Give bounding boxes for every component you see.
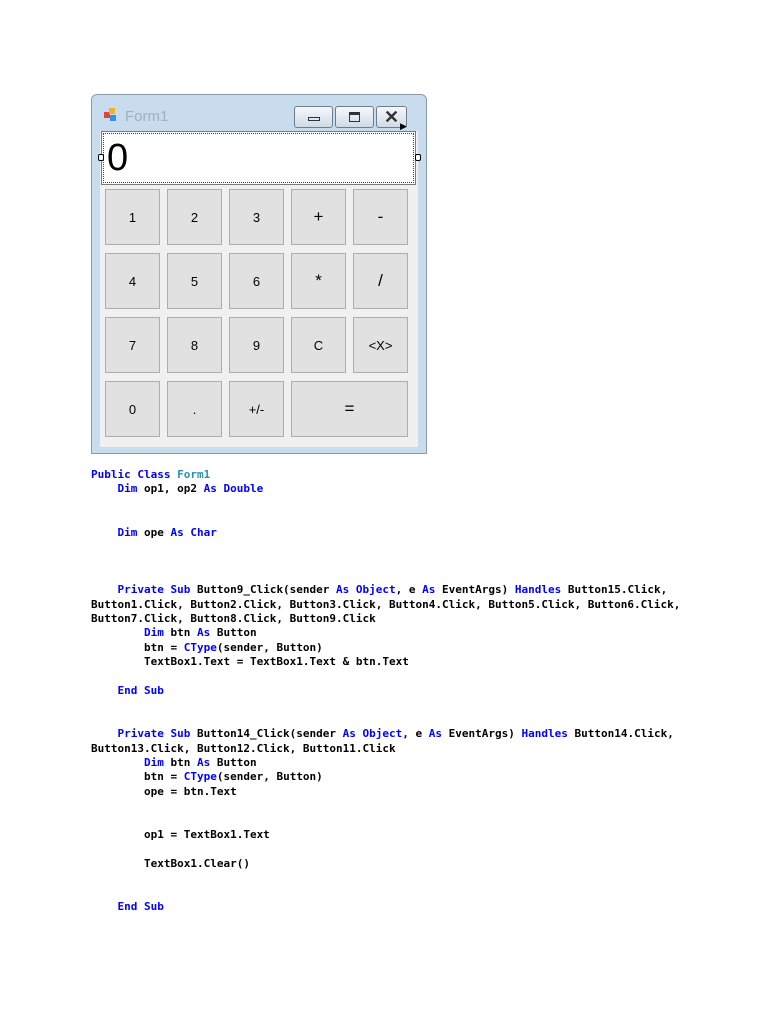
key-2-0-button[interactable]: 7 [105, 317, 160, 373]
code-text: TextBox1.Text = TextBox1.Text & btn.Text [91, 655, 409, 669]
code-text: Button [216, 756, 257, 769]
code-line [91, 727, 674, 741]
code-text: btn = [91, 640, 184, 654]
key-0-3-button[interactable]: + [291, 189, 346, 245]
code-keyword: As [196, 626, 217, 640]
code-line [91, 526, 217, 540]
key-1-4-button[interactable]: / [353, 253, 408, 309]
code-text: TextBox1.Clear() [91, 856, 250, 870]
key-2-3-button[interactable]: C [291, 317, 346, 373]
code-line [91, 626, 257, 640]
code-keyword: As Object [336, 583, 396, 597]
code-keyword: CType [183, 640, 217, 654]
code-keyword: Private Sub [91, 727, 197, 741]
key-0-2-button[interactable]: 3 [229, 189, 284, 245]
key-3-1-button[interactable]: . [167, 381, 222, 437]
code-text: Button13.Click, Button12.Click, Button11.Click [91, 741, 396, 755]
key-3-2-button[interactable]: +/- [229, 381, 284, 437]
code-line [91, 655, 409, 669]
code-keyword: As Char [170, 525, 217, 539]
key-1-2-button[interactable]: 6 [229, 253, 284, 309]
code-text: Button14.Click, [574, 727, 674, 741]
code-line [91, 598, 680, 612]
code-text: EventArgs) [448, 727, 522, 741]
key-1-1-button[interactable]: 5 [167, 253, 222, 309]
code-keyword: Dim [91, 756, 171, 769]
code-text: (sender, Button) [216, 770, 323, 784]
code-line [91, 468, 210, 482]
code-keyword: Public Class [91, 468, 178, 481]
key-2-4-button[interactable]: <X> [353, 317, 408, 373]
code-text: Button15.Click, [567, 583, 668, 597]
code-keyword: End Sub [91, 684, 164, 697]
code-text: ope [143, 525, 171, 539]
key-1-0-button[interactable]: 4 [105, 253, 160, 309]
code-keyword: Private Sub [91, 583, 197, 597]
code-line [91, 482, 263, 496]
code-keyword: As Double [203, 482, 264, 496]
code-text: Button [216, 626, 257, 640]
close-icon: ✕ [383, 107, 400, 127]
code-text: EventArgs) [442, 583, 515, 597]
code-line [91, 857, 250, 871]
code-line [91, 770, 323, 784]
code-keyword: Dim [91, 482, 144, 496]
code-text: (sender, Button) [216, 640, 323, 654]
key-2-1-button[interactable]: 8 [167, 317, 222, 373]
key-0-4-button[interactable]: - [353, 189, 408, 245]
code-line [91, 583, 667, 597]
key-1-3-button[interactable]: * [291, 253, 346, 309]
code-text: , e [395, 583, 423, 597]
code-line [91, 684, 164, 698]
key-0-0-button[interactable]: 1 [105, 189, 160, 245]
code-text: btn = [91, 770, 184, 784]
code-line [91, 742, 396, 756]
code-keyword: As [428, 727, 449, 741]
code-text: op1, op2 [143, 482, 204, 496]
code-line [91, 612, 376, 626]
code-line [91, 756, 257, 770]
code-keyword: As Object [342, 727, 403, 741]
code-text: op1 = TextBox1.Text [91, 828, 270, 841]
code-text: Button1.Click, Button2.Click, Button3.Click, Button4.Click, Button5.Click, Button6.Click, [91, 597, 681, 611]
code-keyword: CType [183, 770, 217, 784]
code-text: ope = btn.Text [91, 784, 237, 798]
code-keyword: Handles [521, 727, 575, 741]
key-3-3-button[interactable]: = [291, 381, 408, 437]
smart-tag-icon[interactable]: ▶ [400, 121, 407, 131]
code-text: btn [170, 756, 197, 769]
code-text: Button9_Click(sender [196, 583, 337, 597]
code-text: , e [402, 727, 429, 741]
code-text: btn [170, 626, 197, 640]
key-3-0-button[interactable]: 0 [105, 381, 160, 437]
code-keyword: As [196, 756, 217, 769]
code-keyword: Handles [514, 583, 568, 597]
window-title: Form1 [125, 108, 169, 125]
code-line [91, 900, 164, 914]
code-line [91, 641, 323, 655]
code-keyword: End Sub [91, 900, 164, 913]
display-value: 0 [107, 137, 129, 179]
code-text: Button7.Click, Button8.Click, Button9.Click [91, 612, 376, 625]
code-type: Form1 [177, 468, 211, 481]
code-keyword: As [422, 583, 443, 597]
code-line [91, 828, 270, 842]
code-line [91, 785, 237, 799]
key-0-1-button[interactable]: 2 [167, 189, 222, 245]
code-keyword: Dim [91, 626, 171, 640]
code-text: Button14_Click(sender [196, 727, 343, 741]
key-2-2-button[interactable]: 9 [229, 317, 284, 373]
code-keyword: Dim [91, 525, 144, 539]
